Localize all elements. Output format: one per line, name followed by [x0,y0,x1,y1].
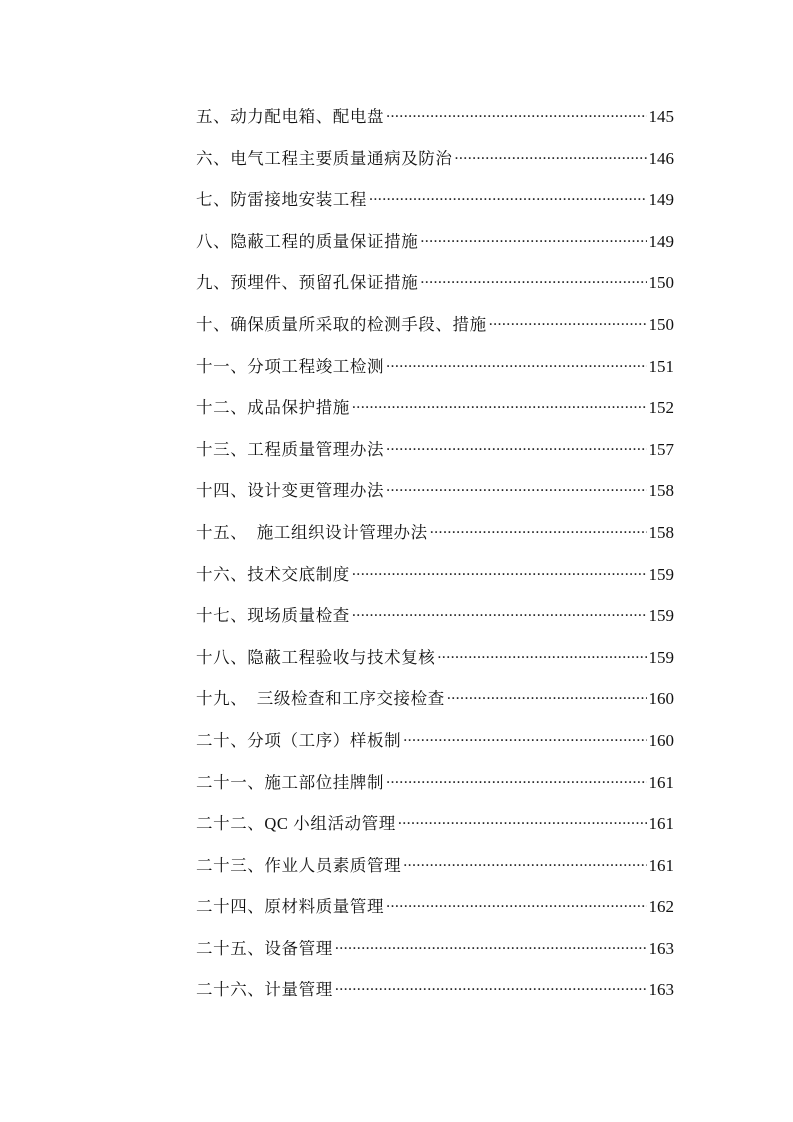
toc-entry-title: 二十一、施工部位挂牌制 [196,772,385,792]
dot-leader [420,229,646,247]
toc-entry-page: 159 [648,606,674,626]
toc-entry-title: 十二、成品保护措施 [196,398,350,418]
dot-leader [403,853,646,871]
toc-entry-page: 161 [648,772,674,792]
toc-entry[interactable] [196,770,674,812]
dot-leader [386,437,646,455]
toc-entry[interactable] [196,187,674,229]
toc-entry-title: 十八、隐蔽工程验收与技术复核 [196,647,436,667]
toc-entry[interactable] [196,270,674,312]
dot-leader [386,354,646,372]
toc-entry-page: 160 [648,730,674,750]
toc-entry-title: 十七、现场质量检查 [196,606,350,626]
dot-leader [352,603,647,621]
toc-entry-title: 十九、 三级检查和工序交接检查 [196,689,445,709]
toc-entry[interactable] [196,478,674,520]
toc-entry-title: 二十、分项（工序）样板制 [196,730,402,750]
toc-entry-title: 二十六、计量管理 [196,980,333,1000]
toc-entry[interactable] [196,312,674,354]
toc-entry-page: 162 [648,897,674,917]
toc-entry-page: 150 [648,273,674,293]
toc-entry-page: 159 [648,647,674,667]
table-of-contents [196,104,674,1019]
toc-entry[interactable] [196,146,674,188]
toc-entry[interactable] [196,395,674,437]
toc-entry-page: 145 [648,107,674,126]
dot-leader [386,478,646,496]
toc-entry-title: 七、防雷接地安装工程 [196,190,367,210]
toc-entry-page: 159 [648,564,674,584]
dot-leader [437,645,646,663]
toc-entry[interactable] [196,354,674,396]
toc-entry-page: 158 [648,522,674,542]
dot-leader [386,894,646,912]
toc-entry[interactable] [196,811,674,853]
toc-entry-title: 六、电气工程主要质量通病及防治 [196,148,453,168]
toc-entry-page: 163 [648,980,674,1000]
dot-leader [420,270,646,288]
toc-entry-page: 163 [648,938,674,958]
toc-entry[interactable] [196,437,674,479]
dot-leader [352,395,647,413]
toc-entry-title: 十三、工程质量管理办法 [196,439,385,459]
dot-leader [386,104,646,122]
toc-entry[interactable] [196,520,674,562]
toc-entry-page: 161 [648,855,674,875]
toc-entry[interactable] [196,229,674,271]
dot-leader [403,728,646,746]
toc-entry-page: 161 [648,814,674,834]
dot-leader [455,146,647,164]
toc-entry-page: 149 [648,190,674,210]
toc-entry[interactable] [196,853,674,895]
toc-entry-title: 九、预埋件、预留孔保证措施 [196,273,419,293]
toc-entry[interactable] [196,936,674,978]
toc-entry-page: 160 [648,689,674,709]
toc-entry[interactable] [196,686,674,728]
toc-entry[interactable] [196,104,674,146]
dot-leader [489,312,647,330]
dot-leader [386,770,646,788]
dot-leader [352,562,647,580]
toc-entry[interactable] [196,894,674,936]
dot-leader [430,520,647,538]
dot-leader [335,936,647,954]
toc-entry-page: 151 [648,356,674,376]
toc-entry-page: 150 [648,314,674,334]
toc-entry-page: 146 [648,148,674,168]
toc-entry-title: 二十三、作业人员素质管理 [196,855,402,875]
toc-entry[interactable] [196,977,674,1019]
toc-entry-title: 十一、分项工程竣工检测 [196,356,385,376]
toc-entry-page: 158 [648,481,674,501]
toc-entry-title: 十五、 施工组织设计管理办法 [196,522,428,542]
toc-entry-title: 八、隐蔽工程的质量保证措施 [196,231,419,251]
toc-entry-title: 十、确保质量所采取的检测手段、措施 [196,314,487,334]
toc-entry[interactable] [196,645,674,687]
dot-leader [369,187,647,205]
toc-entry-title: 二十二、QC 小组活动管理 [196,814,396,834]
toc-entry-title: 二十四、原材料质量管理 [196,897,385,917]
toc-entry-title: 五、动力配电箱、配电盘 [196,107,385,126]
toc-entry-page: 149 [648,231,674,251]
dot-leader [447,686,647,704]
toc-entry[interactable] [196,728,674,770]
toc-entry-page: 152 [648,398,674,418]
dot-leader [335,977,647,995]
toc-entry-title: 十六、技术交底制度 [196,564,350,584]
toc-entry[interactable] [196,603,674,645]
toc-entry-title: 十四、设计变更管理办法 [196,481,385,501]
toc-entry[interactable] [196,562,674,604]
toc-entry-page: 157 [648,439,674,459]
toc-entry-title: 二十五、设备管理 [196,938,333,958]
dot-leader [398,811,647,829]
